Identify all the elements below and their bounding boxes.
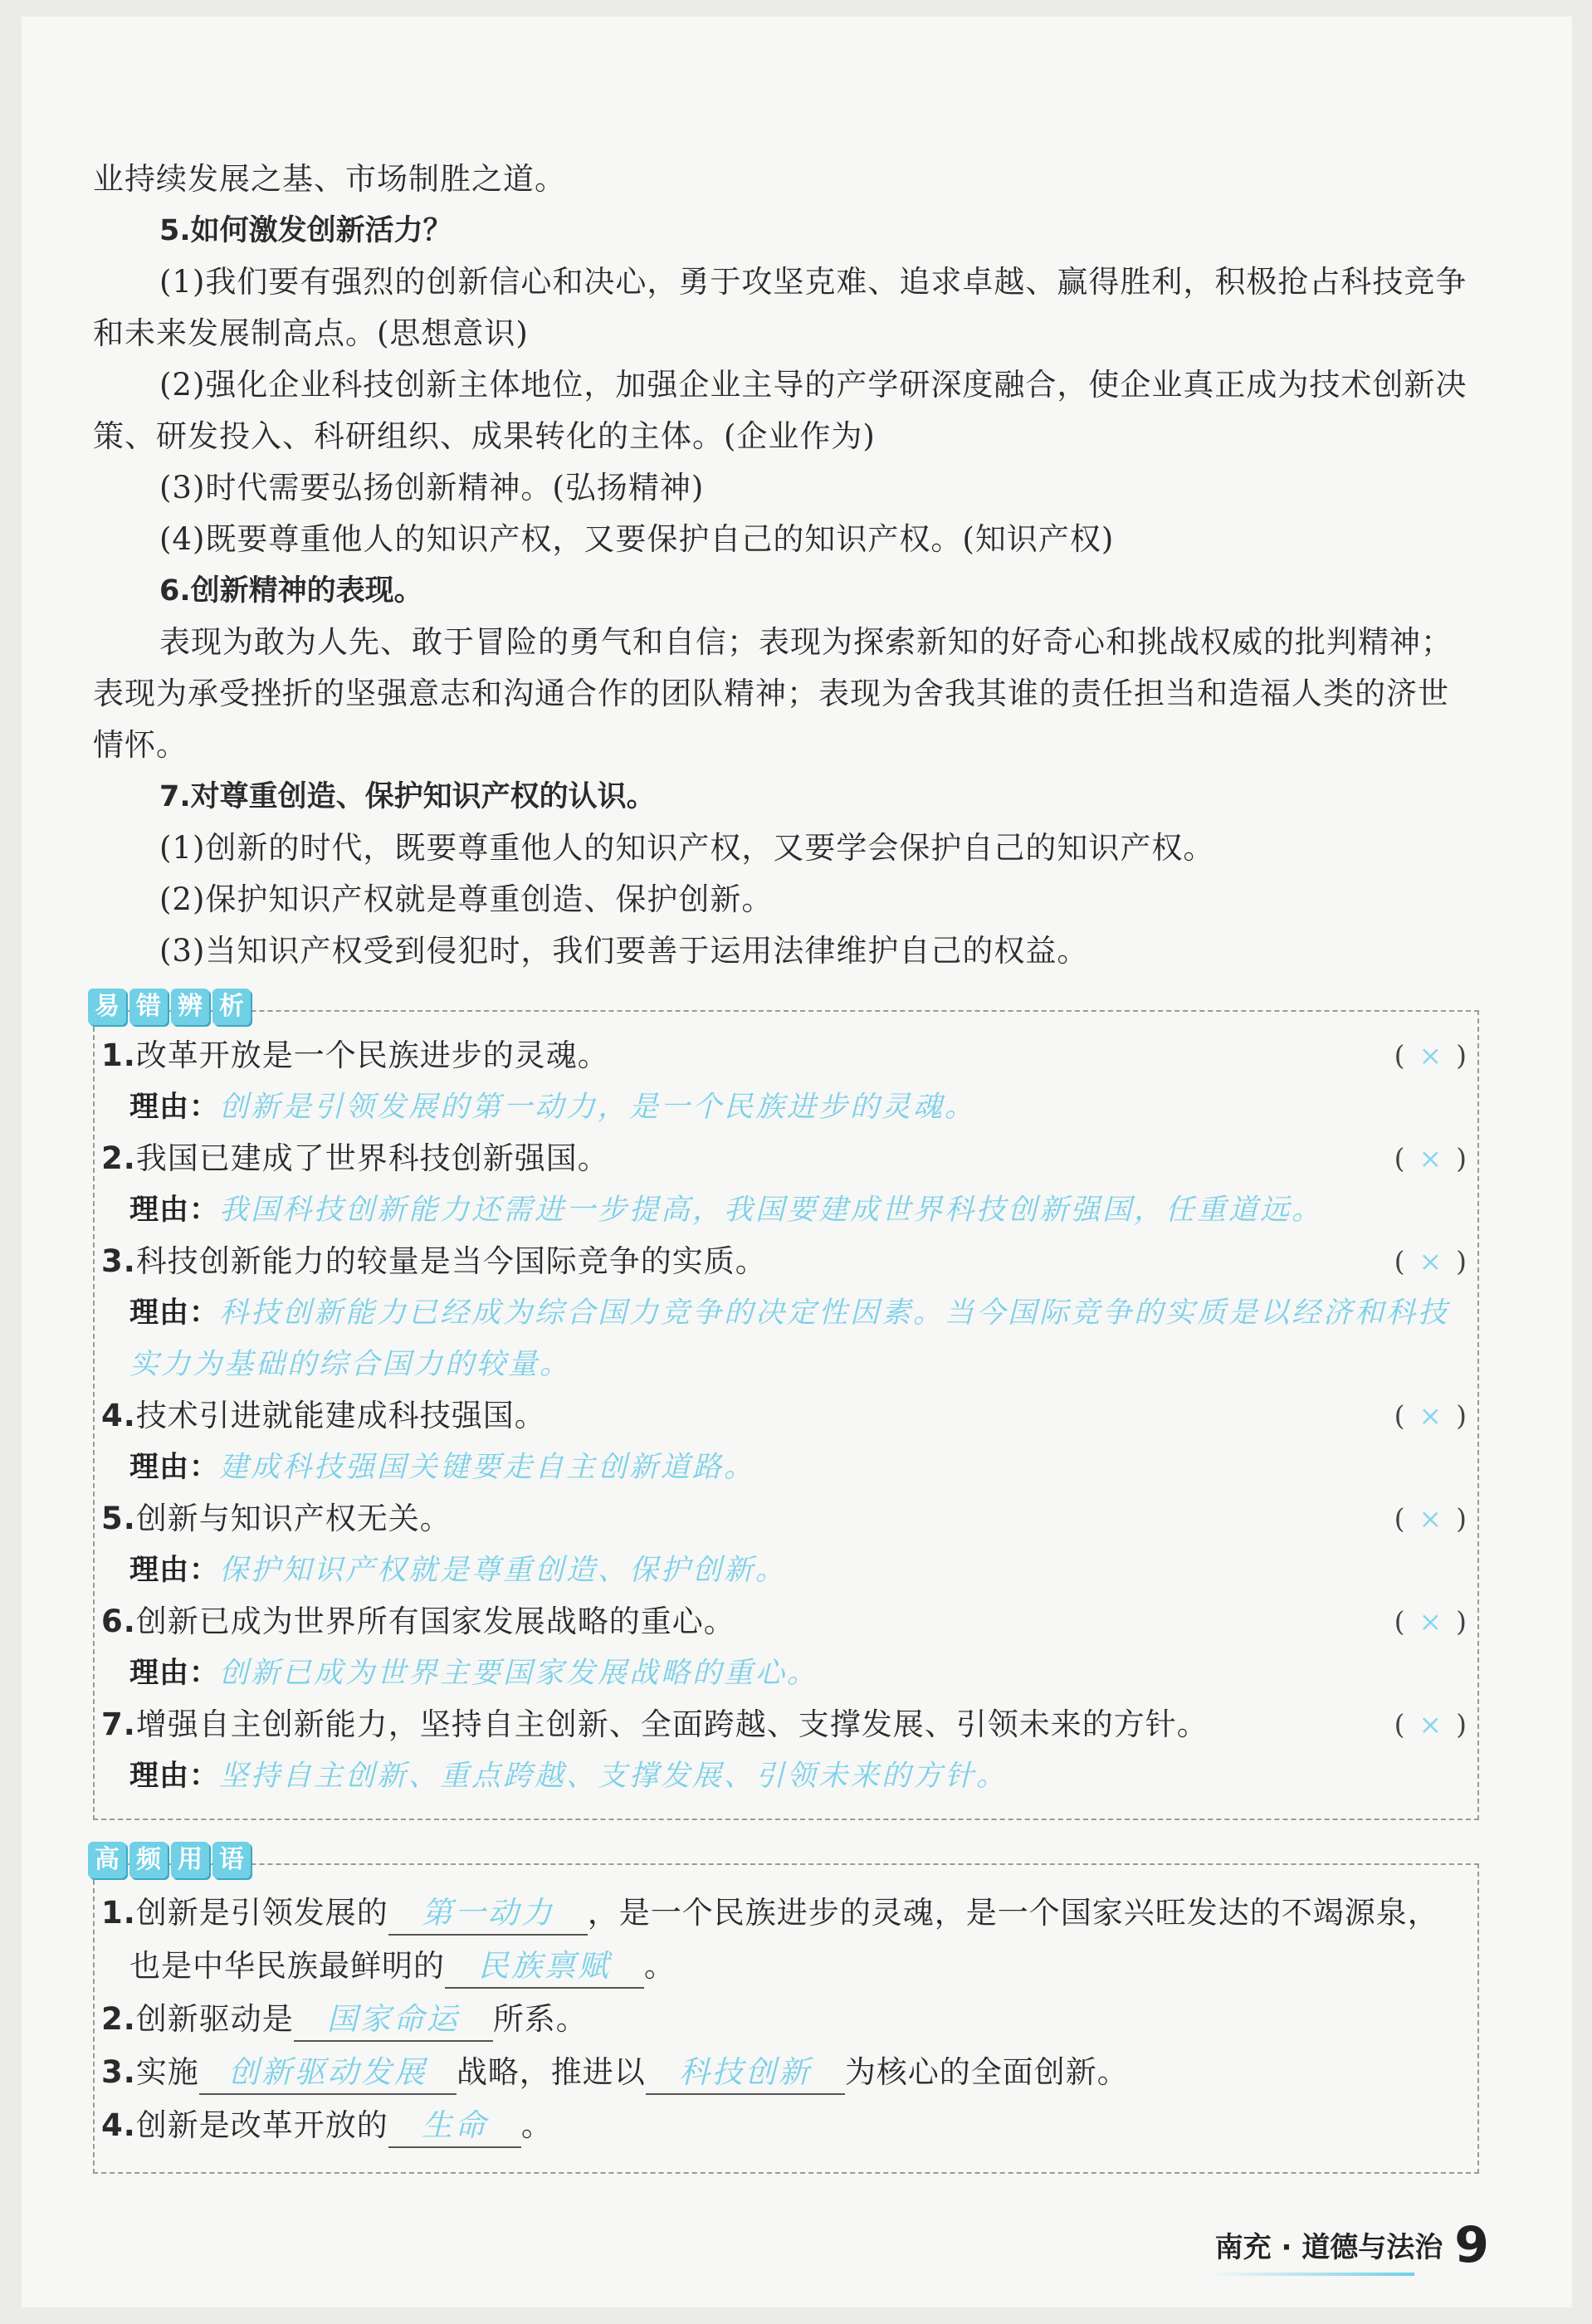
page-footer: [1214, 2216, 1489, 2274]
error-reason: [101, 1081, 1471, 1133]
cross-mark-icon: ×: [1419, 1245, 1443, 1277]
cross-mark-icon: ×: [1419, 1399, 1443, 1432]
error-item: [101, 1596, 1471, 1648]
error-reason: [101, 1545, 1471, 1596]
banner-char: 高: [88, 1842, 126, 1878]
question-7-heading: 7.对尊重创造、保护知识产权的认识。: [159, 780, 656, 813]
reason-handwriting: 我国科技创新能力还需进一步提高，我国要建成世界科技创新强国，任重道远。: [219, 1194, 1324, 1227]
answer-mark: [1394, 1390, 1471, 1442]
item-number: 1.: [101, 1895, 136, 1931]
question-5-point-2: (2)强化企业科技创新主体地位，加强企业主导的产学研深度融合，使企业真正成为技术创新决策、研发投入、科研组织、成果转化的主体。(企业作为): [93, 367, 1467, 454]
item-number: 7.: [101, 1706, 136, 1742]
paren-close: ): [1456, 1039, 1467, 1072]
question-7-point-3: (3)当知识产权受到侵犯时，我们要善于运用法律维护自己的权益。: [159, 933, 1089, 969]
item-number: 4.: [101, 2107, 136, 2143]
answer-mark: [1394, 1493, 1471, 1545]
question-6-heading: 6.创新精神的表现。: [159, 574, 423, 608]
question-5-point-3: (3)时代需要弘扬创新精神。(弘扬精神): [159, 470, 705, 505]
reason-handwriting: 建成科技强国关键要走自主创新道路。: [219, 1451, 756, 1484]
paren-open: (: [1394, 1708, 1406, 1741]
phrase-text: 。: [644, 1948, 676, 1984]
answer-blank: 生命: [388, 2105, 521, 2148]
paren-close: ): [1456, 1399, 1467, 1432]
question-5-point-1: (1)我们要有强烈的创新信心和决心，勇于攻坚克难、追求卓越、赢得胜利，积极抢占科技竞争和未来发展制高点。(思想意识): [93, 264, 1467, 351]
question-7-point-1: (1)创新的时代，既要尊重他人的知识产权，又要学会保护自己的知识产权。: [159, 830, 1215, 866]
answer-blank: 民族禀赋: [445, 1946, 644, 1989]
reason-handwriting: 坚持自主创新、重点跨越、支撑发展、引领未来的方针。: [219, 1760, 1008, 1793]
reason-handwriting: 创新是引领发展的第一动力，是一个民族进步的灵魂。: [219, 1091, 977, 1124]
item-number: 1.: [101, 1038, 136, 1073]
item-number: 6.: [101, 1604, 136, 1639]
paren-close: ): [1456, 1502, 1467, 1535]
item-number: 2.: [101, 2001, 136, 2037]
phrase-item-continued: [101, 1940, 1471, 1993]
error-reason: [101, 1648, 1471, 1699]
page-number: 9: [1454, 2216, 1489, 2274]
question-5-heading: 5.如何激发创新活力？: [159, 214, 452, 247]
phrase-text: 战略，推进以: [456, 2054, 646, 2090]
reason-handwriting: 创新已成为世界主要国家发展战略的重心。: [219, 1657, 819, 1690]
reason-label: 理由：: [129, 1760, 220, 1793]
error-reason: [101, 1442, 1471, 1493]
error-statement: [101, 1596, 735, 1648]
page-content: [93, 154, 1479, 2174]
phrase-text: 。: [520, 2107, 553, 2143]
answer-mark: [1394, 1596, 1471, 1648]
error-statement: [101, 1493, 452, 1545]
reason-label: 理由：: [129, 1091, 220, 1124]
reason-handwriting: 科技创新能力已经成为综合国力竞争的决定性因素。当今国际竞争的实质是以经济和科技实力为基础的综合国力的较量。: [129, 1296, 1450, 1381]
cross-mark-icon: ×: [1419, 1605, 1443, 1638]
banner-char: 析: [212, 989, 251, 1025]
answer-mark: [1394, 1236, 1471, 1287]
paren-open: (: [1394, 1245, 1406, 1277]
statement-text: 技术引进就能建成科技强国。: [135, 1398, 546, 1433]
banner-char: 频: [129, 1842, 168, 1878]
item-number: 5.: [101, 1501, 136, 1536]
question-5-point-4: (4)既要尊重他人的知识产权，又要保护自己的知识产权。(知识产权): [159, 521, 1115, 557]
phrase-item: [101, 1993, 1471, 2046]
error-analysis-banner: [88, 989, 251, 1027]
answer-blank: 第一动力: [388, 1892, 588, 1936]
paren-open: (: [1394, 1399, 1406, 1432]
key-phrases-section: [93, 1845, 1479, 2174]
document-page: [22, 17, 1572, 2307]
error-reason: [101, 1287, 1471, 1390]
phrase-text: 创新是改革开放的: [135, 2107, 388, 2143]
paren-close: ): [1456, 1708, 1467, 1741]
cross-mark-icon: ×: [1419, 1708, 1443, 1741]
phrase-text: 也是中华民族最鲜明的: [129, 1948, 445, 1984]
phrase-text: 创新是引领发展的: [135, 1895, 388, 1931]
paren-open: (: [1394, 1502, 1406, 1535]
error-statement: [101, 1390, 546, 1442]
footer-accent-line: [1207, 2273, 1414, 2276]
error-item: [101, 1133, 1471, 1184]
phrase-text: 实施: [135, 2054, 199, 2090]
answer-mark: [1394, 1699, 1471, 1750]
statement-text: 创新已成为世界所有国家发展战略的重心。: [135, 1604, 735, 1639]
paren-close: ): [1456, 1142, 1467, 1174]
answer-mark: [1394, 1133, 1471, 1184]
cross-mark-icon: ×: [1419, 1502, 1443, 1535]
error-item: [101, 1030, 1471, 1081]
phrase-text: 所系。: [492, 2001, 588, 2037]
question-6-paragraph: 表现为敢为人先、敢于冒险的勇气和自信；表现为探索新知的好奇心和挑战权威的批判精神；表现为承受挫折的坚强意志和沟通合作的团队精神；表现为舍我其谁的责任担当和造福人类的济世情怀。: [93, 624, 1453, 763]
item-number: 2.: [101, 1140, 136, 1176]
banner-char: 语: [212, 1842, 251, 1878]
error-statement: [101, 1699, 1209, 1750]
error-analysis-section: [93, 992, 1479, 1820]
reason-label: 理由：: [129, 1554, 220, 1587]
question-7-point-2: (2)保护知识产权就是尊重创造、保护创新。: [159, 881, 774, 917]
item-number: 3.: [101, 1243, 136, 1279]
reason-label: 理由：: [129, 1657, 220, 1690]
phrase-text: 为核心的全面创新。: [844, 2054, 1129, 2090]
banner-char: 用: [171, 1842, 209, 1878]
banner-char: 易: [88, 989, 126, 1025]
reason-label: 理由：: [129, 1296, 220, 1330]
key-phrases-banner: [88, 1842, 251, 1880]
error-analysis-box: [93, 1010, 1479, 1820]
error-item: [101, 1390, 1471, 1442]
error-statement: [101, 1236, 767, 1287]
continued-text: 业持续发展之基、市场制胜之道。: [93, 161, 566, 197]
phrase-item: [101, 2099, 1471, 2152]
answer-mark: [1394, 1030, 1471, 1081]
phrase-text: 创新驱动是: [135, 2001, 294, 2037]
reason-handwriting: 保护知识产权就是尊重创造、保护创新。: [219, 1554, 788, 1587]
item-number: 3.: [101, 2054, 136, 2090]
error-item: [101, 1236, 1471, 1287]
error-statement: [101, 1030, 609, 1081]
error-item: [101, 1493, 1471, 1545]
paren-open: (: [1394, 1605, 1406, 1638]
item-number: 4.: [101, 1398, 136, 1433]
error-reason: [101, 1184, 1471, 1236]
paren-open: (: [1394, 1142, 1406, 1174]
answer-blank: 创新驱动发展: [199, 2052, 457, 2095]
reason-label: 理由：: [129, 1451, 220, 1484]
phrase-item: [101, 2046, 1471, 2099]
phrase-text: ，是一个民族进步的灵魂，是一个国家兴旺发达的不竭源泉，: [587, 1895, 1439, 1931]
cross-mark-icon: ×: [1419, 1142, 1443, 1174]
statement-text: 我国已建成了世界科技创新强国。: [135, 1140, 609, 1176]
paren-open: (: [1394, 1039, 1406, 1072]
banner-char: 辨: [171, 989, 209, 1025]
answer-blank: 科技创新: [646, 2052, 845, 2095]
paren-close: ): [1456, 1605, 1467, 1638]
cross-mark-icon: ×: [1419, 1039, 1443, 1072]
statement-text: 改革开放是一个民族进步的灵魂。: [135, 1038, 609, 1073]
phrase-item: [101, 1887, 1471, 1940]
answer-blank: 国家命运: [294, 1999, 493, 2042]
paren-close: ): [1456, 1245, 1467, 1277]
reason-label: 理由：: [129, 1194, 220, 1227]
statement-text: 增强自主创新能力，坚持自主创新、全面跨越、支撑发展、引领未来的方针。: [135, 1706, 1209, 1742]
footer-title: 南充 · 道德与法治: [1214, 2231, 1443, 2264]
error-item: [101, 1699, 1471, 1750]
key-phrases-box: [93, 1863, 1479, 2174]
banner-char: 错: [129, 989, 168, 1025]
statement-text: 创新与知识产权无关。: [135, 1501, 452, 1536]
error-statement: [101, 1133, 609, 1184]
error-reason: [101, 1750, 1471, 1802]
statement-text: 科技创新能力的较量是当今国际竞争的实质。: [135, 1243, 767, 1279]
